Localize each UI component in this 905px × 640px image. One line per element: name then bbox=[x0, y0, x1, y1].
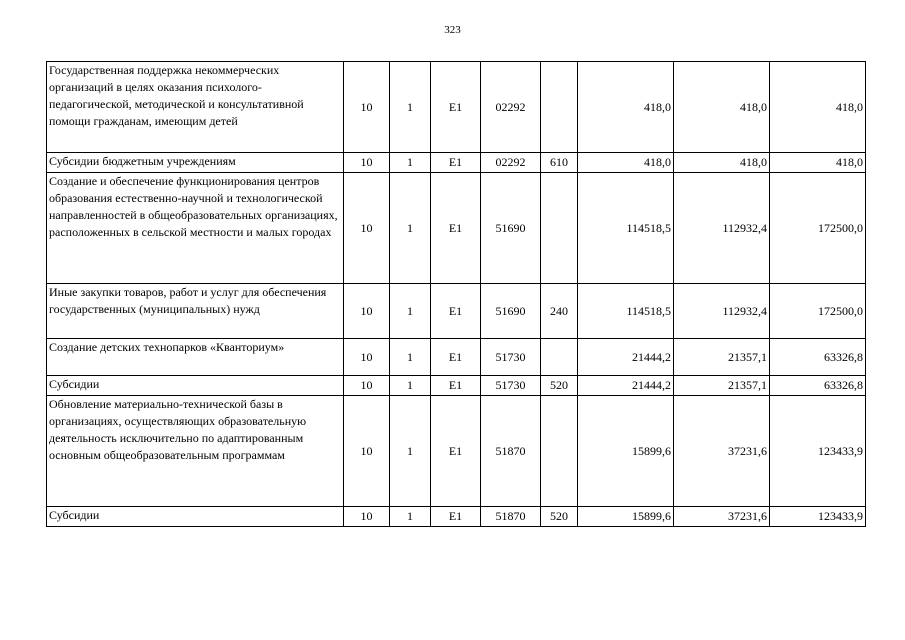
program-code: E1 bbox=[431, 153, 481, 173]
table-row bbox=[47, 153, 866, 173]
row-name: Иные закупки товаров, работ и услуг для обеспечения государственных (муниципальных) нужд bbox=[47, 284, 344, 339]
expense-type-code bbox=[541, 173, 578, 284]
amount-year-1: 15899,6 bbox=[578, 396, 674, 507]
amount-year-2: 21357,1 bbox=[674, 376, 770, 396]
amount-year-1: 114518,5 bbox=[578, 173, 674, 284]
amount-year-3: 172500,0 bbox=[770, 284, 866, 339]
subsection-code: 1 bbox=[390, 507, 431, 527]
row-name: Создание и обеспечение функционирования центров образования естественно-научной и технологической направленностей в общеобразовательных организациях, расположенных в сельской местности и малых городах bbox=[47, 173, 344, 284]
amount-year-3: 418,0 bbox=[770, 62, 866, 153]
row-name: Государственная поддержка некоммерческих организаций в целях оказания психолого-педагогической, методической и консультативной помощи гражданам, имеющим детей bbox=[47, 62, 344, 153]
expense-type-code: 520 bbox=[541, 376, 578, 396]
amount-year-1: 21444,2 bbox=[578, 376, 674, 396]
target-code: 51870 bbox=[481, 396, 541, 507]
row-name: Субсидии bbox=[47, 507, 344, 527]
table-row bbox=[47, 339, 866, 376]
row-name: Субсидии bbox=[47, 376, 344, 396]
amount-year-2: 112932,4 bbox=[674, 284, 770, 339]
row-name: Обновление материально-технической базы в организациях, осуществляющих образовательную деятельность исключительно по адаптированным основным общеобразовательным программам bbox=[47, 396, 344, 507]
target-code: 51690 bbox=[481, 284, 541, 339]
amount-year-3: 172500,0 bbox=[770, 173, 866, 284]
program-code: E1 bbox=[431, 284, 481, 339]
expense-type-code: 240 bbox=[541, 284, 578, 339]
budget-table bbox=[46, 61, 866, 527]
target-code: 51690 bbox=[481, 173, 541, 284]
table-row bbox=[47, 173, 866, 284]
program-code: E1 bbox=[431, 173, 481, 284]
amount-year-2: 21357,1 bbox=[674, 339, 770, 376]
amount-year-2: 37231,6 bbox=[674, 507, 770, 527]
amount-year-3: 123433,9 bbox=[770, 396, 866, 507]
section-code: 10 bbox=[344, 507, 390, 527]
subsection-code: 1 bbox=[390, 339, 431, 376]
target-code: 02292 bbox=[481, 62, 541, 153]
target-code: 02292 bbox=[481, 153, 541, 173]
expense-type-code: 520 bbox=[541, 507, 578, 527]
table-row bbox=[47, 507, 866, 527]
amount-year-2: 418,0 bbox=[674, 153, 770, 173]
section-code: 10 bbox=[344, 62, 390, 153]
amount-year-2: 37231,6 bbox=[674, 396, 770, 507]
subsection-code: 1 bbox=[390, 62, 431, 153]
amount-year-3: 123433,9 bbox=[770, 507, 866, 527]
section-code: 10 bbox=[344, 396, 390, 507]
program-code: E1 bbox=[431, 507, 481, 527]
amount-year-2: 112932,4 bbox=[674, 173, 770, 284]
program-code: E1 bbox=[431, 396, 481, 507]
table-row bbox=[47, 284, 866, 339]
amount-year-1: 418,0 bbox=[578, 153, 674, 173]
subsection-code: 1 bbox=[390, 284, 431, 339]
target-code: 51870 bbox=[481, 507, 541, 527]
program-code: E1 bbox=[431, 339, 481, 376]
target-code: 51730 bbox=[481, 339, 541, 376]
amount-year-1: 114518,5 bbox=[578, 284, 674, 339]
program-code: E1 bbox=[431, 376, 481, 396]
section-code: 10 bbox=[344, 153, 390, 173]
row-name: Субсидии бюджетным учреждениям bbox=[47, 153, 344, 173]
target-code: 51730 bbox=[481, 376, 541, 396]
subsection-code: 1 bbox=[390, 376, 431, 396]
subsection-code: 1 bbox=[390, 153, 431, 173]
expense-type-code bbox=[541, 62, 578, 153]
subsection-code: 1 bbox=[390, 173, 431, 284]
amount-year-2: 418,0 bbox=[674, 62, 770, 153]
page-number: 323 bbox=[444, 24, 461, 36]
amount-year-3: 418,0 bbox=[770, 153, 866, 173]
row-name: Создание детских технопарков «Кванториум» bbox=[47, 339, 344, 376]
expense-type-code: 610 bbox=[541, 153, 578, 173]
section-code: 10 bbox=[344, 173, 390, 284]
amount-year-3: 63326,8 bbox=[770, 376, 866, 396]
amount-year-1: 418,0 bbox=[578, 62, 674, 153]
section-code: 10 bbox=[344, 284, 390, 339]
amount-year-1: 15899,6 bbox=[578, 507, 674, 527]
subsection-code: 1 bbox=[390, 396, 431, 507]
table-row bbox=[47, 396, 866, 507]
table-row bbox=[47, 62, 866, 153]
amount-year-3: 63326,8 bbox=[770, 339, 866, 376]
section-code: 10 bbox=[344, 339, 390, 376]
program-code: E1 bbox=[431, 62, 481, 153]
table-row bbox=[47, 376, 866, 396]
section-code: 10 bbox=[344, 376, 390, 396]
expense-type-code bbox=[541, 339, 578, 376]
expense-type-code bbox=[541, 396, 578, 507]
amount-year-1: 21444,2 bbox=[578, 339, 674, 376]
